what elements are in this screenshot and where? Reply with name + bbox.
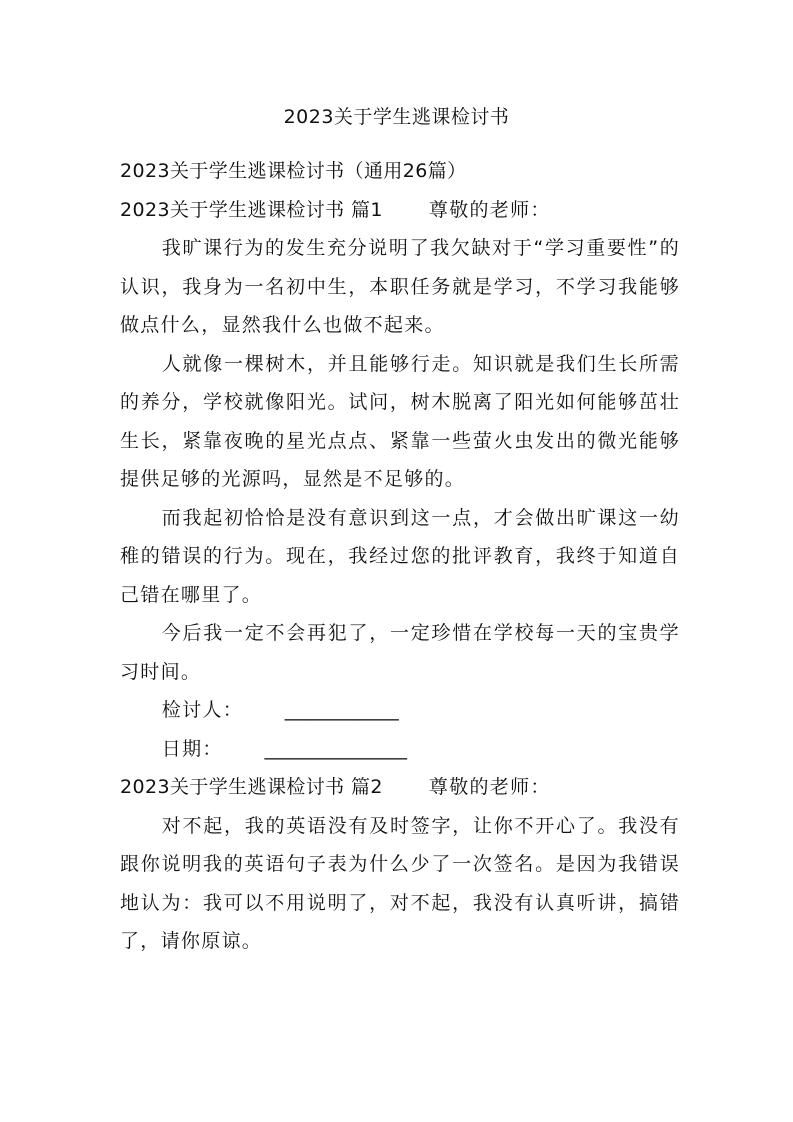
paragraph: 我旷课行为的发生充分说明了我欠缺对于“学习重要性”的认识，我身为一名初中生，本职任务就是学习，不学习我能够做点什么，显然我什么也做不起来。 bbox=[120, 237, 680, 336]
signer-label: 检讨人： bbox=[161, 699, 243, 721]
paragraph: 今后我一定不会再犯了，一定珍惜在学校每一天的宝贵学习时间。 bbox=[120, 622, 680, 683]
paragraph: 而我起初恰恰是没有意识到这一点，才会做出旷课这一幼稚的错误的行为。现在，我经过您的批评教育，我终于知道自己错在哪里了。 bbox=[120, 506, 680, 606]
signer-line bbox=[120, 691, 680, 730]
section-heading-1 bbox=[120, 191, 680, 230]
section-heading-2 bbox=[120, 768, 680, 807]
greeting: 尊敬的老师： bbox=[428, 776, 551, 798]
date-label: 日期： bbox=[161, 737, 223, 760]
greeting: 尊敬的老师： bbox=[428, 198, 551, 221]
document-title: 2023关于学生逃课检讨书 bbox=[283, 106, 510, 128]
date-blank: _______________ bbox=[264, 737, 407, 760]
paragraph: 对不起，我的英语没有及时签字，让你不开心了。我没有跟你说明我的英语句子表为什么少了一次签名。是因为我错误地认为：我可以不用说明了，对不起，我没有认真听讲，搞错了，请你原谅。 bbox=[120, 814, 680, 952]
document-body bbox=[120, 152, 680, 961]
section-heading-text: 2023关于学生逃课检讨书 篇1 bbox=[120, 198, 383, 221]
paragraph: 人就像一棵树木，并且能够行走。知识就是我们生长所需的养分，学校就像阳光。试问，树木脱离了阳光如何能够茁壮生长，紧靠夜晚的星光点点、紧靠一些萤火虫发出的微光能够提供足够的光源吗，显然是不足够的。 bbox=[120, 352, 680, 490]
document-subtitle: 2023关于学生逃课检讨书（通用26篇） bbox=[120, 160, 467, 182]
section-heading-text: 2023关于学生逃课检讨书 篇2 bbox=[120, 776, 383, 798]
date-line bbox=[120, 730, 680, 769]
signer-blank: ____________ bbox=[284, 699, 399, 721]
